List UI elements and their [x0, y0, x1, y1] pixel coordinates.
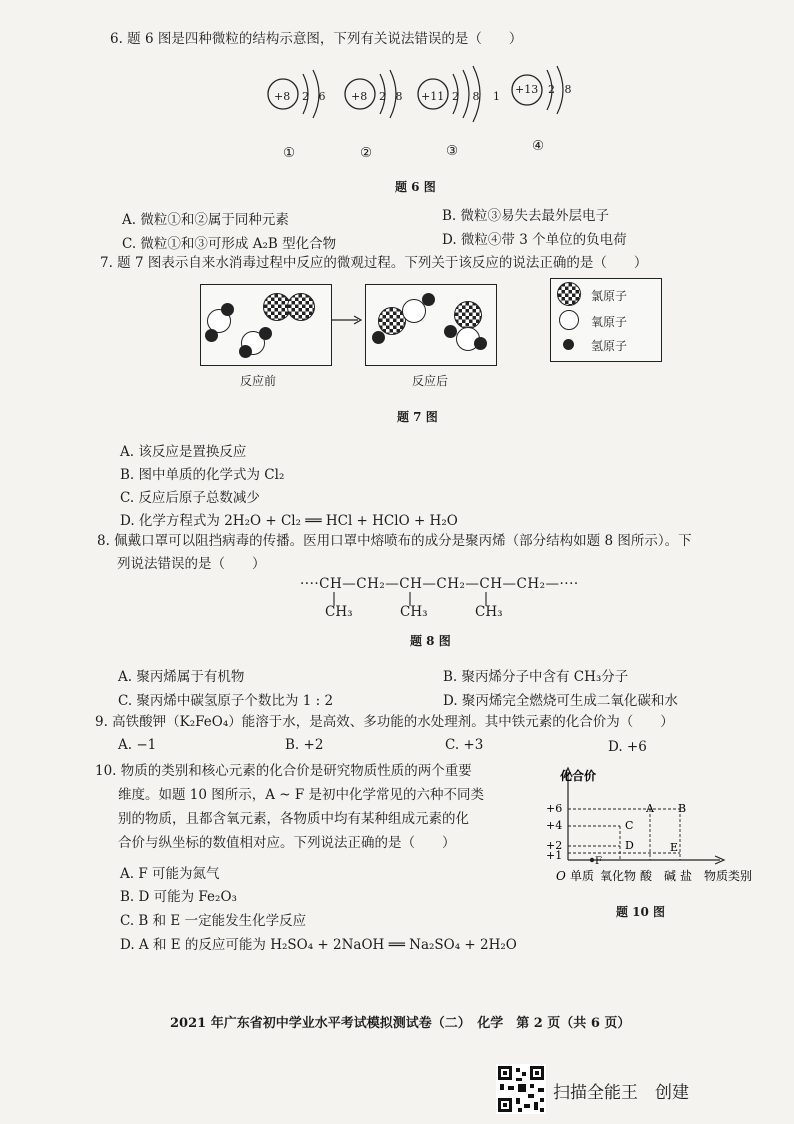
before-reaction-box [200, 284, 332, 366]
hydrogen-atom [372, 331, 385, 344]
particle-3-nucleus: +11 [421, 90, 445, 103]
q7-option-c[interactable]: C. 反应后原子总数减少 [120, 490, 260, 506]
q9-option-d[interactable]: D. +6 [608, 739, 647, 755]
q6-option-b[interactable]: B. 微粒③易失去最外层电子 [442, 208, 610, 224]
particle-2-shells: 2 8 [379, 90, 406, 103]
oxygen-legend-icon [559, 310, 579, 330]
point-e: E [670, 841, 679, 854]
ytick-6: +6 [546, 802, 563, 815]
qr-code-icon [496, 1064, 546, 1114]
legend-o: 氧原子 [591, 315, 628, 329]
particle-1-label: ① [283, 145, 296, 161]
q6-option-a[interactable]: A. 微粒①和②属于同种元素 [122, 212, 289, 228]
q10-line3: 别的物质，且都含氧元素，各物质中均有某种组成元素的化 [118, 811, 469, 827]
q9-stem: 9. 高铁酸钾（K₂FeO₄）能溶于水，是高效、多功能的水处理剂。其中铁元素的化合价为（ ） [95, 714, 674, 730]
hydrogen-atom [205, 329, 218, 342]
q7-caption: 题 7 图 [397, 410, 438, 424]
q7-option-a[interactable]: A. 该反应是置换反应 [120, 444, 247, 460]
y-axis-label: 化合价 [560, 769, 597, 783]
hydrogen-atom [422, 293, 435, 306]
q8-option-d[interactable]: D. 聚丙烯完全燃烧可生成二氧化碳和水 [443, 693, 678, 709]
q8-stem-line1: 8. 佩戴口罩可以阻挡病毒的传播。医用口罩中熔喷布的成分是聚丙烯（部分结构如题 8 图所示）。下 [97, 533, 692, 549]
q10-option-d[interactable]: D. A 和 E 的反应可能为 H₂SO₄ + 2NaOH ══ Na₂SO₄ + 2H₂O [120, 937, 517, 953]
reaction-arrow-icon [330, 314, 364, 326]
hydrogen-atom [221, 303, 234, 316]
q6-option-d[interactable]: D. 微粒④带 3 个单位的负电荷 [442, 232, 627, 248]
chlorine-atom [287, 293, 315, 321]
ytick-4: +4 [546, 819, 563, 832]
legend-cl: 氯原子 [591, 289, 628, 303]
point-f: F [595, 856, 602, 867]
q6-caption: 题 6 图 [395, 180, 436, 194]
after-label: 反应后 [412, 374, 449, 388]
hydrogen-atom [444, 325, 457, 338]
q10-caption: 题 10 图 [616, 905, 666, 919]
x-axis-label: 物质类别 [704, 869, 753, 883]
q8-option-b[interactable]: B. 聚丙烯分子中含有 CH₃分子 [443, 669, 629, 685]
legend-h: 氢原子 [591, 339, 628, 353]
xcat-acid: 酸 [640, 869, 653, 883]
scanner-watermark: 扫描全能王 创建 [553, 1083, 689, 1103]
chlorine-atom [454, 301, 482, 329]
polypropylene-chain: ····CH—CH₂—CH—CH₂—CH—CH₂—···· [300, 576, 579, 592]
xcat-base: 碱 [664, 869, 677, 883]
chlorine-legend-icon [557, 282, 581, 306]
legend-box [550, 278, 662, 362]
q7-stem: 7. 题 7 图表示自来水消毒过程中反应的微观过程。下列关于该反应的说法正确的是（ ） [100, 255, 648, 271]
q10-line4: 合价与纵坐标的数值相对应。下列说法正确的是（ ） [118, 835, 456, 851]
q10-option-b[interactable]: B. D 可能为 Fe₂O₃ [120, 889, 237, 905]
q7-option-d[interactable]: D. 化学方程式为 2H₂O + Cl₂ ══ HCl + HClO + H₂O [120, 513, 458, 529]
particle-4-shells: 2 8 [548, 83, 575, 96]
particle-2-label: ② [360, 145, 373, 161]
particle-4-nucleus: +13 [515, 83, 539, 96]
q6-stem: 6. 题 6 图是四种微粒的结构示意图，下列有关说法错误的是（ ） [110, 31, 523, 47]
q7-option-b[interactable]: B. 图中单质的化学式为 Cl₂ [120, 467, 285, 483]
particle-1-nucleus: +8 [274, 90, 291, 103]
valence-category-chart [540, 760, 770, 890]
q9-option-b[interactable]: B. +2 [285, 737, 324, 753]
ch3-2: CH₃ [400, 604, 428, 620]
point-a: A [646, 802, 654, 815]
q8-option-a[interactable]: A. 聚丙烯属于有机物 [118, 669, 245, 685]
q8-option-c[interactable]: C. 聚丙烯中碳氢原子个数比为 1 : 2 [118, 693, 334, 709]
q8-caption: 题 8 图 [410, 634, 451, 648]
ch3-3: CH₃ [475, 604, 503, 620]
xcat-oxide: 氧化物 [600, 869, 637, 883]
point-c: C [625, 819, 634, 832]
particle-2-nucleus: +8 [351, 90, 368, 103]
ytick-1: +1 [546, 849, 563, 862]
xcat-salt: 盐 [680, 869, 693, 883]
hydrogen-atom [239, 345, 252, 358]
q10-option-c[interactable]: C. B 和 E 一定能发生化学反应 [120, 913, 307, 929]
xcat-element: 单质 [570, 869, 595, 883]
particle-3-shells: 2 8 1 [452, 90, 505, 103]
q6-option-c[interactable]: C. 微粒①和③可形成 A₂B 型化合物 [122, 236, 337, 252]
particle-3-label: ③ [446, 143, 459, 159]
origin-label: O [556, 869, 566, 883]
page-footer: 2021 年广东省初中学业水平考试模拟测试卷（二） 化学 第 2 页（共 6 页） [170, 1016, 631, 1031]
hydrogen-atom [259, 327, 272, 340]
q10-line2: 维度。如题 10 图所示，A ~ F 是初中化学常见的六种不同类 [118, 787, 485, 803]
q9-option-c[interactable]: C. +3 [445, 737, 484, 753]
before-label: 反应前 [240, 374, 277, 388]
ch3-1: CH₃ [325, 604, 353, 620]
after-reaction-box [365, 284, 497, 366]
hydrogen-legend-icon [563, 339, 574, 350]
particle-4-label: ④ [532, 138, 545, 154]
hydrogen-atom [474, 337, 487, 350]
particle-1-shells: 2 6 [302, 90, 329, 103]
q8-stem-line2: 列说法错误的是（ ） [117, 556, 266, 572]
ytick-2: +2 [546, 839, 563, 852]
q10-line1: 10. 物质的类别和核心元素的化合价是研究物质性质的两个重要 [95, 763, 472, 779]
q10-option-a[interactable]: A. F 可能为氮气 [120, 866, 220, 882]
point-d: D [625, 839, 634, 852]
q9-option-a[interactable]: A. −1 [118, 737, 157, 753]
point-b: B [678, 802, 687, 815]
